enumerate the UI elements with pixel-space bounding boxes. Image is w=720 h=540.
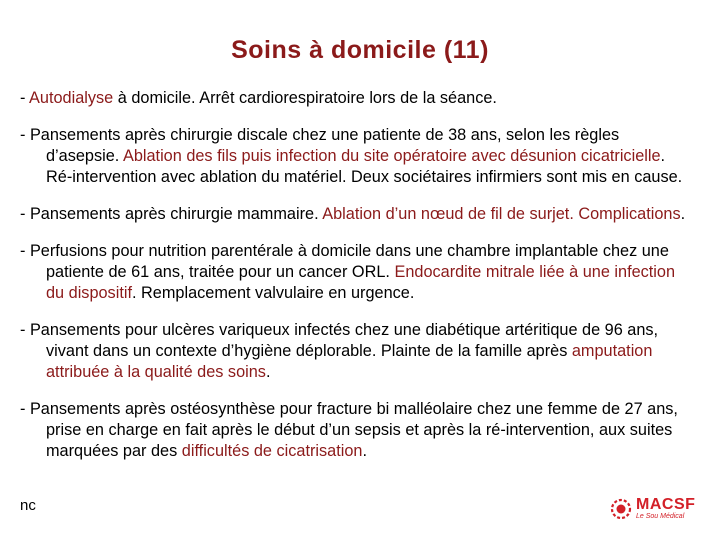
macsf-logo [610,496,710,522]
highlighted-text: Ablation d’un nœud de fil de surjet. Complications [322,205,681,223]
item-text: . Remplacement valvulaire en urgence. [131,284,415,302]
footer-text: nc [20,497,36,514]
list-item [20,320,695,383]
list-item [20,399,695,462]
item-text: . [680,205,686,223]
highlighted-text: Autodialyse [29,89,114,107]
highlighted-text: Ablation des fils puis infection du site opératoire avec désunion cicatricielle [122,147,661,165]
item-text: - Pansements après ostéosynthèse pour fracture bi malléolaire chez une femme de 27 ans, prise en charge en fait après le début d’un sepsis et après la ré-intervention, aux suites marquées par des [20,400,678,460]
list-item [20,125,695,188]
item-text: . Ré-intervention avec ablation du matériel. Deux sociétaires infirmiers sont mis en cause. [46,147,683,186]
item-text: . [265,363,271,381]
list-item [20,204,695,225]
item-text: à domicile. Arrêt cardiorespiratoire lors de la séance. [113,89,497,107]
item-text: - Pansements pour ulcères variqueux infectés chez une diabétique artéritique de 96 ans, vivant dans un contexte d’hygiène déplorable. Plainte de la famille après [20,321,659,360]
item-text: - Pansements après chirurgie discale chez une patiente de 38 ans, selon les règles d’asepsie. [20,126,620,165]
highlighted-text: difficultés de cicatrisation [181,442,363,460]
logo-brand: MACSF [636,496,696,513]
item-text: - Perfusions pour nutrition parentérale à domicile dans une chambre implantable chez une patiente de 61 ans, traitée pour un cancer ORL. [20,242,669,281]
list-item [20,88,695,109]
highlighted-text: amputation attribuée à la qualité des soins [46,342,653,381]
logo-tagline: Le Sou Médical [636,513,685,520]
list-item [20,241,695,304]
content-list [20,88,695,478]
logo-mark-icon [610,498,632,520]
item-text: - Pansements après chirurgie mammaire. [20,205,323,223]
highlighted-text: Endocardite mitrale liée à une infection du dispositif [46,263,676,302]
item-text: . [362,442,367,460]
item-text: - [20,89,30,107]
page-title: Soins à domicile (11) [231,36,489,64]
